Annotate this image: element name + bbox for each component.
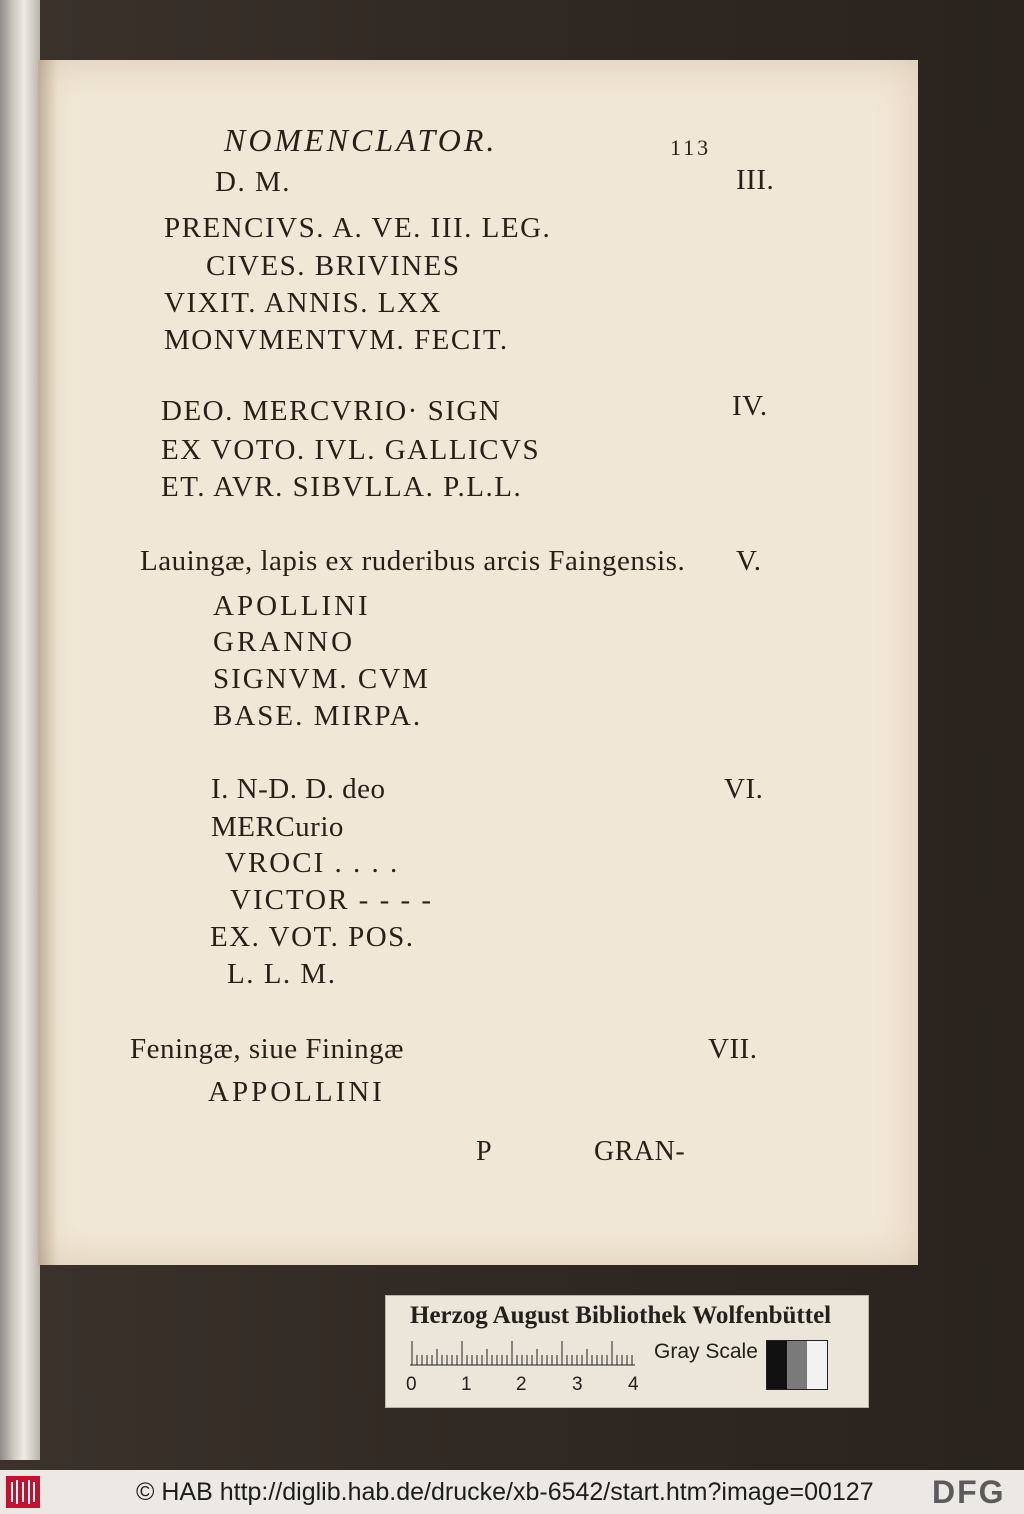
catchword: GRAN- (594, 1136, 686, 1167)
inscription-line: PRENCIVS. A. VE. III. LEG. (164, 212, 552, 244)
gray-scale-label: Gray Scale (654, 1340, 758, 1363)
scale-ruler (410, 1338, 635, 1366)
inscription-line: CIVES. BRIVINES (206, 250, 461, 282)
inscription-line: APOLLINI (213, 590, 371, 622)
signature-mark: P (476, 1136, 493, 1167)
inscription-line: MERCurio (211, 811, 344, 843)
ruler-number: 3 (572, 1374, 583, 1395)
gray-scale-swatches (766, 1340, 828, 1390)
dfg-logo: DFG (932, 1474, 1006, 1510)
entry-number: VII. (708, 1033, 758, 1065)
gray-swatch-mid (787, 1341, 807, 1389)
location-caption: Lauingæ, lapis ex ruderibus arcis Faingensis. (140, 545, 686, 577)
inscription-line: D. M. (215, 166, 291, 198)
entry-number: III. (736, 164, 775, 196)
ruler-number: 0 (406, 1374, 417, 1395)
page-header: NOMENCLATOR. (224, 122, 498, 158)
ruler-number: 1 (461, 1374, 472, 1395)
inscription-line: SIGNVM. CVM (213, 663, 430, 695)
inscription-line: MONVMENTVM. FECIT. (164, 324, 509, 356)
gray-swatch-black (767, 1341, 787, 1389)
library-color-target (385, 1295, 869, 1408)
inscription-line: VICTOR - - - - (230, 884, 434, 916)
hab-logo-icon (6, 1476, 40, 1508)
book-binding-edge (0, 0, 40, 1460)
inscription-line: GRANNO (213, 626, 356, 658)
library-name: Herzog August Bibliothek Wolfenbüttel (410, 1302, 832, 1329)
location-caption: Feningæ, siue Finingæ (130, 1033, 404, 1065)
source-url-text: © HAB http://diglib.hab.de/drucke/xb-6542/start.htm?image=00127 (136, 1478, 874, 1506)
ruler-number: 2 (516, 1374, 527, 1395)
inscription-line: EX VOTO. IVL. GALLICVS (161, 434, 541, 466)
gray-swatch-white (807, 1341, 827, 1389)
inscription-line: APPOLLINI (208, 1076, 385, 1108)
inscription-line: ET. AVR. SIBVLLA. P.L.L. (161, 471, 523, 503)
page-number: 113 (670, 135, 712, 160)
inscription-line: VIXIT. ANNIS. LXX (164, 287, 442, 319)
inscription-line: EX. VOT. POS. (210, 921, 415, 953)
ruler-number: 4 (628, 1374, 639, 1395)
inscription-line: L. L. M. (227, 958, 337, 990)
inscription-line: BASE. MIRPA. (213, 700, 423, 732)
entry-number: VI. (724, 773, 764, 805)
entry-number: IV. (732, 390, 768, 422)
footer-bar (0, 1470, 1024, 1514)
inscription-line: VROCI . . . . (225, 847, 400, 879)
inscription-line: DEO. MERCVRIO· SIGN (161, 395, 502, 427)
entry-number: V. (736, 545, 762, 577)
inscription-line: I. N-D. D. deo (211, 773, 386, 805)
book-page (38, 60, 918, 1265)
